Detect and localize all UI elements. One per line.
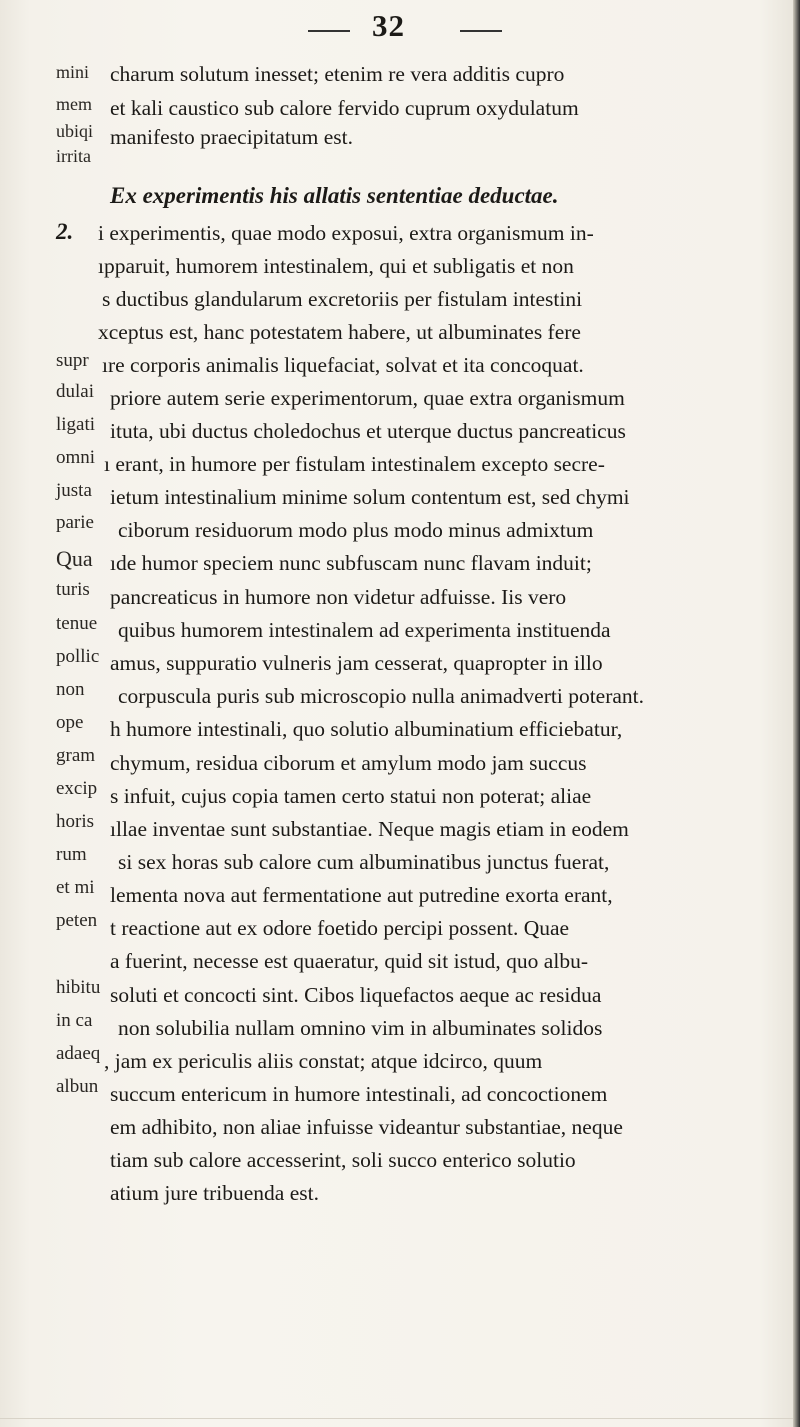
- margin-fragment: mini: [56, 62, 90, 82]
- margin-fragment: parie: [56, 512, 94, 533]
- margin-fragment: ligati: [56, 414, 96, 435]
- text-line: pancreaticus in humore non videtur adfuisse. Iis vero: [110, 585, 567, 609]
- text-line: non solubilia nullam omnino vim in albuminates solidos: [118, 1016, 603, 1040]
- text-line: tiam sub calore accesserint, soli succo enterico solutio: [110, 1148, 576, 1172]
- text-line: succum entericum in humore intestinali, ad concoctionem: [110, 1082, 608, 1106]
- text-line: lementa nova aut fermentatione aut putredine exorta erant,: [110, 883, 613, 907]
- text-line: ıde humor speciem nunc subfuscam nunc flavam induit;: [110, 551, 592, 575]
- section-heading: Ex experimentis his allatis sententiae deductae.: [110, 183, 559, 208]
- margin-fragment: omni: [56, 447, 96, 468]
- header-dash-left: [308, 30, 350, 32]
- text-line: , jam ex periculis aliis constat; atque idcirco, quum: [104, 1049, 543, 1073]
- page-header: [300, 8, 510, 48]
- margin-fragment: albun: [56, 1076, 99, 1097]
- margin-fragment: justa: [56, 480, 92, 501]
- text-line: s ductibus glandularum excretoriis per fistulam intestini: [102, 287, 583, 311]
- text-line: priore autem serie experimentorum, quae extra organismum: [110, 386, 625, 410]
- binding-edge: [793, 0, 800, 1427]
- text-line: xceptus est, hanc potestatem habere, ut albuminates fere: [98, 320, 581, 344]
- text-line: atium jure tribuenda est.: [110, 1181, 319, 1205]
- margin-fragment: ope: [56, 712, 84, 733]
- text-line: ituta, ubi ductus choledochus et uterque ductus pancreaticus: [110, 419, 626, 443]
- text-line: manifesto praecipitatum est.: [110, 125, 353, 149]
- text-line: i experimentis, quae modo exposui, extra organismum in-: [98, 221, 594, 245]
- section-number: 2.: [56, 219, 74, 244]
- header-dash-right: [460, 30, 502, 32]
- text-line: em adhibito, non aliae infuisse videantur substantiae, neque: [110, 1115, 623, 1139]
- margin-fragment: hibitu: [56, 977, 101, 998]
- text-line: charum solutum inesset; etenim re vera additis cupro: [110, 62, 565, 86]
- text-line: et kali caustico sub calore fervido cuprum oxydulatum: [110, 96, 579, 120]
- margin-fragment: non: [56, 679, 85, 700]
- margin-fragment: et mi: [56, 877, 95, 898]
- text-line: ı erant, in humore per fistulam intestinalem excepto secre-: [104, 452, 605, 476]
- page-number: 32: [372, 8, 405, 43]
- text-line: chymum, residua ciborum et amylum modo jam succus: [110, 751, 587, 775]
- text-line: t reactione aut ex odore foetido percipi possent. Quae: [110, 916, 570, 940]
- text-line: h humore intestinali, quo solutio albuminatium efficiebatur,: [110, 717, 623, 741]
- margin-fragment: ubiqi: [56, 121, 94, 141]
- text-line: soluti et concocti sint. Cibos liquefactos aeque ac residua: [110, 983, 602, 1007]
- margin-fragment: horis: [56, 811, 94, 832]
- margin-fragment: supr: [56, 350, 89, 371]
- margin-fragment: gram: [56, 745, 96, 766]
- margin-fragment: peten: [56, 910, 98, 931]
- text-line: ıpparuit, humorem intestinalem, qui et subligatis et non: [98, 254, 574, 278]
- text-line: amus, suppuratio vulneris jam cesserat, quapropter in illo: [110, 651, 603, 675]
- text-line: s infuit, cujus copia tamen certo statui non poterat; aliae: [110, 784, 592, 808]
- text-line: ıllae inventae sunt substantiae. Neque magis etiam in eodem: [110, 817, 629, 841]
- text-line: ciborum residuorum modo plus modo minus admixtum: [118, 518, 594, 542]
- text-line: corpuscula puris sub microscopio nulla animadverti poterant.: [118, 684, 645, 708]
- margin-fragment: Qua: [56, 546, 93, 571]
- margin-fragment: irrita: [56, 146, 91, 166]
- margin-fragment: adaeq: [56, 1043, 101, 1064]
- margin-fragment: turis: [56, 579, 90, 600]
- margin-fragment: excip: [56, 778, 98, 799]
- margin-fragment: tenue: [56, 613, 98, 634]
- page-fold-line: [0, 1418, 800, 1419]
- text-line: ıre corporis animalis liquefaciat, solvat et ita concoquat.: [102, 353, 584, 377]
- margin-fragment: in ca: [56, 1010, 93, 1031]
- text-line: quibus humorem intestinalem ad experimenta instituenda: [118, 618, 611, 642]
- margin-fragment: rum: [56, 844, 87, 865]
- text-line: a fuerint, necesse est quaeratur, quid sit istud, quo albu-: [110, 949, 588, 973]
- text-line: ietum intestinalium minime solum contentum est, sed chymi: [110, 485, 630, 509]
- margin-fragment: mem: [56, 94, 92, 114]
- text-line: si sex horas sub calore cum albuminatibus junctus fuerat,: [118, 850, 610, 874]
- margin-fragment: pollic: [56, 646, 100, 667]
- margin-fragment: dulai: [56, 381, 94, 402]
